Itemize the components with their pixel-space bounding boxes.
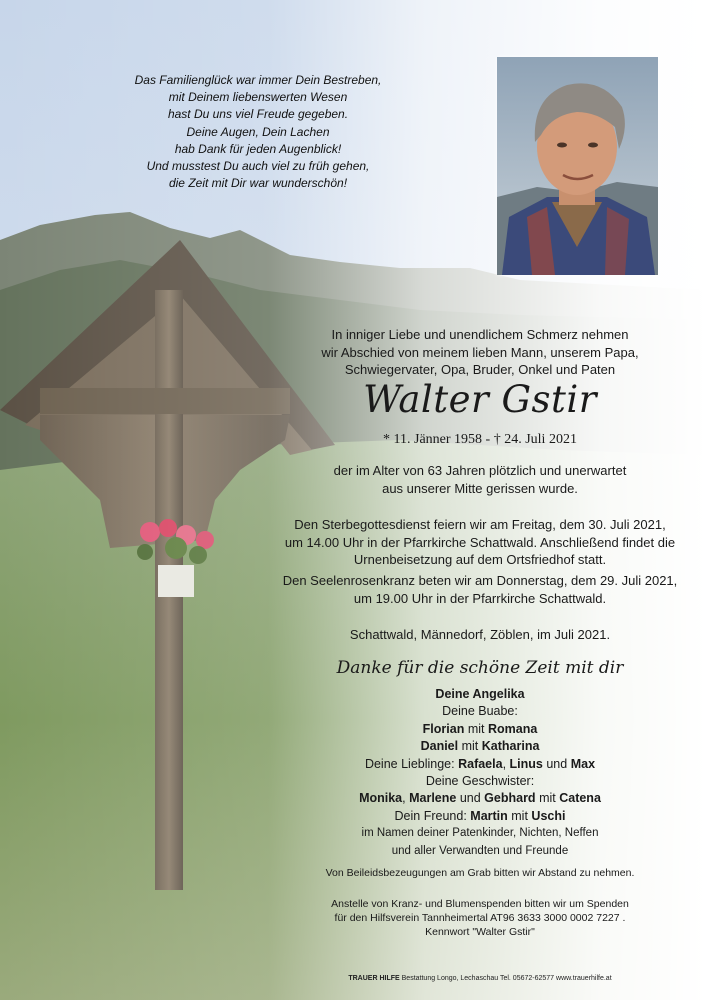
portrait-photo <box>497 57 658 275</box>
siblings-label: Deine Geschwister: <box>425 774 535 789</box>
mourner-sibling: Monika <box>359 791 403 806</box>
intro-line: Schwiegervater, Opa, Bruder, Onkel und Paten <box>344 362 616 377</box>
poem-line: Und musstest Du auch viel zu früh gehen, <box>146 159 370 174</box>
donation-line: Kennwort "Walter Gstir" <box>425 926 535 938</box>
life-dates: * 11. Jänner 1958 - † 24. Juli 2021 <box>383 432 577 447</box>
deceased-name: Walter Gstir <box>363 378 597 421</box>
conj-mit: mit <box>539 791 556 806</box>
place-date <box>250 626 707 644</box>
mourner-son: Florian <box>422 721 465 736</box>
conj-mit: mit <box>467 721 485 736</box>
footer <box>250 975 707 982</box>
intro-line: wir Abschied von meinem lieben Mann, unserem Papa, <box>321 344 639 360</box>
others-line: und aller Verwandten und Freunde <box>391 844 569 857</box>
friend-label: Dein Freund: <box>394 808 467 823</box>
intro-line: In inniger Liebe und unendlichem Schmerz nehmen <box>331 327 629 342</box>
mourners-list: Deine Angelika Deine Buabe: Florian mit Romana Daniel mit Katharina Deine Lieblinge: Rafaela, Linus und Max Deine Geschwister: Monika, Marlene und Gebhard mit Catena Dein Freund: Martin mit Uschi im Namen deiner Patenkinder, Nichten, Neffen und aller Verwandten und Freunde <box>250 686 707 860</box>
footer-text: Bestattung Longo, Lechaschau Tel. 05672-62577 www.trauerhilfe.at <box>399 975 612 982</box>
conj-mit: mit <box>511 808 528 823</box>
danke-heading: Danke für die schöne Zeit mit dir <box>336 658 624 678</box>
mourner-partner: Catena <box>559 791 601 806</box>
service-line: um 14.00 Uhr in der Pfarrkirche Schattwald. Anschließend findet die <box>284 534 676 550</box>
poem-line: Das Familienglück war immer Dein Bestreben, <box>134 73 382 87</box>
conj-und: und <box>459 791 481 806</box>
mourner-partner: Romana <box>487 721 538 736</box>
conj-und: und <box>546 756 568 771</box>
service-line: Urnenbeisetzung auf dem Ortsfriedhof statt. <box>353 552 607 567</box>
mourner-son: Daniel <box>420 739 459 754</box>
service-text <box>250 516 707 569</box>
passing-text <box>250 462 707 497</box>
donation-note <box>250 897 707 939</box>
mourner-partner: Katharina <box>481 739 540 754</box>
mourner-sibling: Marlene <box>409 791 457 806</box>
passing-line: aus unserer Mitte gerissen wurde. <box>382 480 578 496</box>
condolence-note: Von Beileidsbezeugungen am Grab bitten wir Abstand zu nehmen. <box>325 867 635 879</box>
poem-line: Deine Augen, Dein Lachen <box>186 124 330 139</box>
passing-line: der im Alter von 63 Jahren plötzlich und unerwartet <box>333 463 627 478</box>
intro-text <box>250 326 707 379</box>
mourner-grandchild: Rafaela <box>458 756 503 771</box>
place-rest: , Männedorf, Zöblen, im Juli 2021. <box>413 627 611 642</box>
place-name: Schattwald <box>349 627 414 642</box>
poem-line: die Zeit mit Dir war wunderschön! <box>168 176 348 191</box>
rosary-line: Den Seelenrosenkranz beten wir am Donnerstag, dem 29. Juli 2021, <box>282 573 678 588</box>
footer-brand: TRAUER HILFE <box>348 975 400 982</box>
mourner-sibling: Gebhard <box>484 791 536 806</box>
mourner-wife: Deine Angelika <box>435 687 525 701</box>
poem <box>118 72 398 192</box>
others-line: im Namen deiner Patenkinder, Nichten, Neffen <box>361 827 599 840</box>
conj-mit: mit <box>461 739 479 754</box>
mourner-grandchild: Linus <box>509 756 543 771</box>
rosary-text <box>250 572 707 607</box>
mourner-partner: Uschi <box>531 808 566 823</box>
mourner-grandchild: Max <box>570 756 596 771</box>
mourner-friend: Martin <box>470 808 508 823</box>
poem-line: hab Dank für jeden Augenblick! <box>174 141 342 156</box>
poem-line: hast Du uns viel Freude gegeben. <box>167 107 349 122</box>
poem-line: mit Deinem liebenswerten Wesen <box>168 90 348 105</box>
service-line: Den Sterbegottesdienst feiern wir am Freitag, dem 30. Juli 2021, <box>294 517 666 532</box>
rosary-line: um 19.00 Uhr in der Pfarrkirche Schattwald. <box>353 590 607 606</box>
donation-line: Anstelle von Kranz- und Blumenspenden bitten wir um Spenden <box>331 898 629 910</box>
grandchildren-label: Deine Lieblinge: <box>364 756 455 771</box>
sons-label: Deine Buabe: <box>442 704 518 719</box>
donation-line: für den Hilfsverein Tannheimertal AT96 3633 3000 0002 7227 . <box>334 912 626 924</box>
